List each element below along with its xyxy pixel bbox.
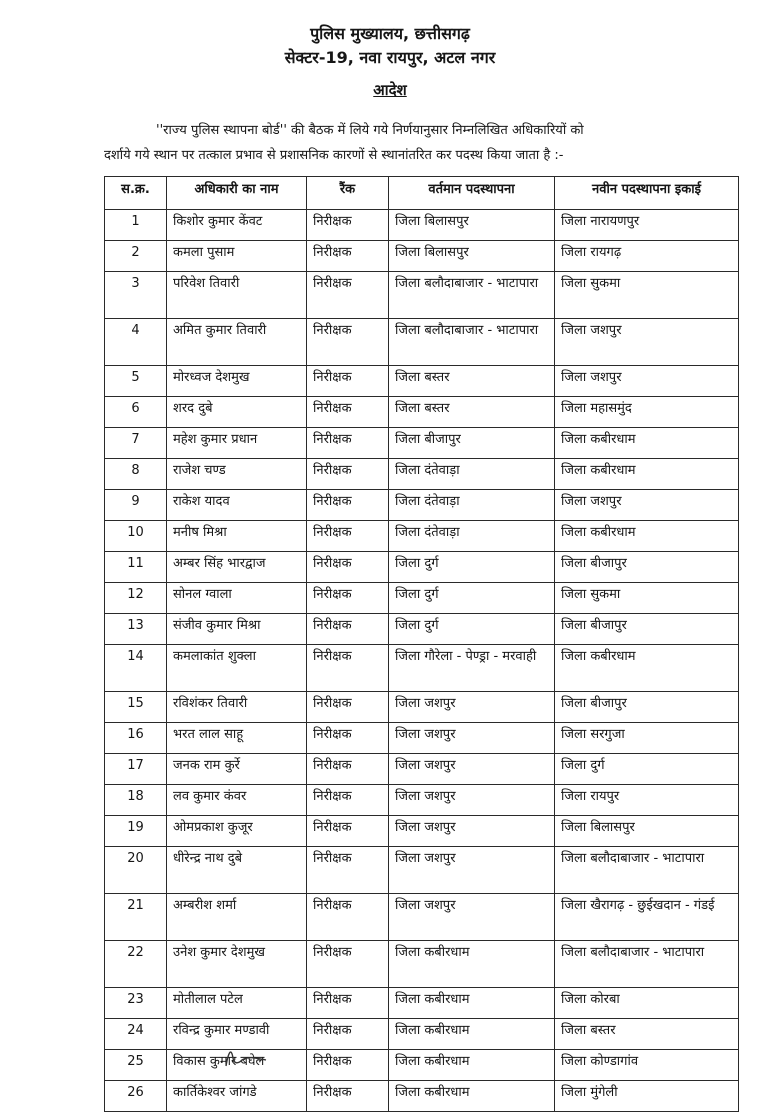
cell-name: शरद दुबे [167,397,307,428]
cell-rank: निरीक्षक [307,692,389,723]
intro-line-2: दर्शाये गये स्थान पर तत्काल प्रभाव से प्रशासनिक कारणों से स्थानांतरित कर पदस्थ किया जाता है :- [104,148,564,163]
cell-sno: 3 [105,272,167,319]
cell-new: जिला कबीरधाम [555,459,739,490]
cell-name: रविन्द्र कुमार मण्डावी [167,1019,307,1050]
cell-new: जिला सरगुजा [555,723,739,754]
cell-new: जिला बलौदाबाजार - भाटापारा [555,941,739,988]
cell-current: जिला जशपुर [389,894,555,941]
cell-new: जिला कबीरधाम [555,521,739,552]
cell-sno: 16 [105,723,167,754]
cell-new: जिला बस्तर [555,1019,739,1050]
table-row [105,210,739,241]
cell-new: जिला कबीरधाम [555,645,739,692]
cell-sno: 18 [105,785,167,816]
cell-current: जिला कबीरधाम [389,1050,555,1081]
table-row [105,816,739,847]
cell-sno: 14 [105,645,167,692]
cell-name: संजीव कुमार मिश्रा [167,614,307,645]
cell-current: जिला जशपुर [389,816,555,847]
cell-new: जिला रायपुर [555,785,739,816]
cell-current: जिला बस्तर [389,366,555,397]
table-row [105,894,739,941]
cell-name: मोरध्वज देशमुख [167,366,307,397]
cell-name: अम्बरीश शर्मा [167,894,307,941]
cell-rank: निरीक्षक [307,366,389,397]
cell-name: महेश कुमार प्रधान [167,428,307,459]
cell-current: जिला दुर्ग [389,552,555,583]
table-row [105,1050,739,1081]
cell-current: जिला बीजापुर [389,428,555,459]
table-row [105,614,739,645]
table-row [105,397,739,428]
cell-current: जिला कबीरधाम [389,1019,555,1050]
cell-current: जिला दुर्ग [389,583,555,614]
table-body [105,210,739,1112]
cell-rank: निरीक्षक [307,272,389,319]
table-row [105,723,739,754]
header-new-posting: नवीन पदस्थापना इकाई [555,177,739,210]
table-row [105,988,739,1019]
cell-current: जिला कबीरधाम [389,1081,555,1112]
cell-current: जिला गौरेला - पेण्ड्रा - मरवाही [389,645,555,692]
cell-rank: निरीक्षक [307,241,389,272]
cell-name: विकास कुमार बघेल [167,1050,307,1081]
table-row [105,428,739,459]
cell-sno: 4 [105,319,167,366]
cell-sno: 10 [105,521,167,552]
cell-sno: 8 [105,459,167,490]
office-name: पुलिस मुख्यालय, छत्तीसगढ़ [310,24,470,43]
cell-current: जिला बिलासपुर [389,210,555,241]
cell-new: जिला जशपुर [555,319,739,366]
table-row [105,319,739,366]
cell-name: कमलाकांत शुक्ला [167,645,307,692]
cell-sno: 22 [105,941,167,988]
cell-current: जिला दंतेवाड़ा [389,490,555,521]
cell-name: अमित कुमार तिवारी [167,319,307,366]
cell-name: कार्तिकेश्वर जांगडे [167,1081,307,1112]
cell-current: जिला कबीरधाम [389,941,555,988]
cell-new: जिला बीजापुर [555,692,739,723]
cell-name: ओमप्रकाश कुजूर [167,816,307,847]
cell-sno: 19 [105,816,167,847]
order-title: आदेश [373,81,407,99]
table-row [105,645,739,692]
cell-rank: निरीक्षक [307,583,389,614]
cell-new: जिला जशपुर [555,490,739,521]
cell-new: जिला सुकमा [555,272,739,319]
cell-new: जिला बलौदाबाजार - भाटापारा [555,847,739,894]
cell-new: जिला कबीरधाम [555,428,739,459]
table-header-row [105,177,739,210]
cell-current: जिला बिलासपुर [389,241,555,272]
cell-name: मोतीलाल पटेल [167,988,307,1019]
cell-name: उनेश कुमार देशमुख [167,941,307,988]
cell-new: जिला खैरागढ़ - छुईखदान - गंडई [555,894,739,941]
cell-rank: निरीक्षक [307,723,389,754]
cell-rank: निरीक्षक [307,785,389,816]
table-row [105,366,739,397]
cell-name: सोनल ग्वाला [167,583,307,614]
header-name: अधिकारी का नाम [167,177,307,210]
table-row [105,941,739,988]
cell-rank: निरीक्षक [307,490,389,521]
cell-name: भरत लाल साहू [167,723,307,754]
cell-current: जिला जशपुर [389,785,555,816]
cell-rank: निरीक्षक [307,521,389,552]
table-row [105,459,739,490]
cell-name: धीरेन्द्र नाथ दुबे [167,847,307,894]
cell-current: जिला जशपुर [389,723,555,754]
cell-sno: 17 [105,754,167,785]
cell-new: जिला महासमुंद [555,397,739,428]
table-row [105,272,739,319]
cell-rank: निरीक्षक [307,397,389,428]
cell-rank: निरीक्षक [307,941,389,988]
cell-new: जिला बिलासपुर [555,816,739,847]
cell-new: जिला रायगढ़ [555,241,739,272]
cell-sno: 5 [105,366,167,397]
cell-current: जिला बस्तर [389,397,555,428]
cell-name: मनीष मिश्रा [167,521,307,552]
cell-new: जिला बीजापुर [555,614,739,645]
cell-rank: निरीक्षक [307,754,389,785]
cell-rank: निरीक्षक [307,459,389,490]
cell-new: जिला कोण्डागांव [555,1050,739,1081]
cell-new: जिला मुंगेली [555,1081,739,1112]
table-row [105,1019,739,1050]
cell-sno: 15 [105,692,167,723]
cell-sno: 6 [105,397,167,428]
cell-rank: निरीक्षक [307,614,389,645]
signature-mark [222,1040,282,1070]
cell-name: अम्बर सिंह भारद्वाज [167,552,307,583]
cell-current: जिला कबीरधाम [389,988,555,1019]
cell-current: जिला बलौदाबाजार - भाटापारा [389,319,555,366]
cell-sno: 24 [105,1019,167,1050]
intro-line-1: ''राज्य पुलिस स्थापना बोर्ड'' की बैठक में लिये गये निर्णयानुसार निम्नलिखित अधिकारियों को [156,123,584,138]
cell-name: लव कुमार कंवर [167,785,307,816]
cell-new: जिला कोरबा [555,988,739,1019]
cell-new: जिला नारायणपुर [555,210,739,241]
table-row [105,785,739,816]
cell-rank: निरीक्षक [307,1081,389,1112]
cell-sno: 25 [105,1050,167,1081]
cell-name: कमला पुसाम [167,241,307,272]
table-row [105,521,739,552]
table-row [105,847,739,894]
header-sno: स.क्र. [105,177,167,210]
cell-current: जिला दंतेवाड़ा [389,521,555,552]
cell-current: जिला दंतेवाड़ा [389,459,555,490]
cell-name: राजेश चण्ड [167,459,307,490]
cell-sno: 2 [105,241,167,272]
cell-rank: निरीक्षक [307,816,389,847]
cell-current: जिला बलौदाबाजार - भाटापारा [389,272,555,319]
cell-current: जिला जशपुर [389,847,555,894]
cell-name: जनक राम कुर्रे [167,754,307,785]
cell-sno: 9 [105,490,167,521]
cell-sno: 7 [105,428,167,459]
cell-rank: निरीक्षक [307,847,389,894]
cell-sno: 12 [105,583,167,614]
cell-name: परिवेश तिवारी [167,272,307,319]
transfer-table [104,176,739,1112]
office-address: सेक्टर-19, नवा रायपुर, अटल नगर [284,48,496,67]
cell-new: जिला दुर्ग [555,754,739,785]
table-row [105,241,739,272]
cell-rank: निरीक्षक [307,210,389,241]
cell-name: किशोर कुमार केंवट [167,210,307,241]
cell-current: जिला दुर्ग [389,614,555,645]
table-row [105,552,739,583]
cell-current: जिला जशपुर [389,754,555,785]
cell-sno: 13 [105,614,167,645]
table-row [105,583,739,614]
header-current-posting: वर्तमान पदस्थापना [389,177,555,210]
cell-sno: 26 [105,1081,167,1112]
cell-rank: निरीक्षक [307,1019,389,1050]
cell-rank: निरीक्षक [307,894,389,941]
table-row [105,1081,739,1112]
table-row [105,754,739,785]
cell-rank: निरीक्षक [307,1050,389,1081]
cell-sno: 1 [105,210,167,241]
cell-rank: निरीक्षक [307,319,389,366]
intro-paragraph [104,118,724,168]
cell-new: जिला जशपुर [555,366,739,397]
table-row [105,490,739,521]
cell-name: राकेश यादव [167,490,307,521]
cell-new: जिला सुकमा [555,583,739,614]
header-rank: रैंक [307,177,389,210]
cell-sno: 23 [105,988,167,1019]
cell-new: जिला बीजापुर [555,552,739,583]
table-row [105,692,739,723]
cell-sno: 20 [105,847,167,894]
cell-rank: निरीक्षक [307,552,389,583]
cell-rank: निरीक्षक [307,428,389,459]
cell-sno: 11 [105,552,167,583]
cell-current: जिला जशपुर [389,692,555,723]
cell-sno: 21 [105,894,167,941]
cell-name: रविशंकर तिवारी [167,692,307,723]
cell-rank: निरीक्षक [307,645,389,692]
cell-rank: निरीक्षक [307,988,389,1019]
order-title-container [0,80,780,100]
